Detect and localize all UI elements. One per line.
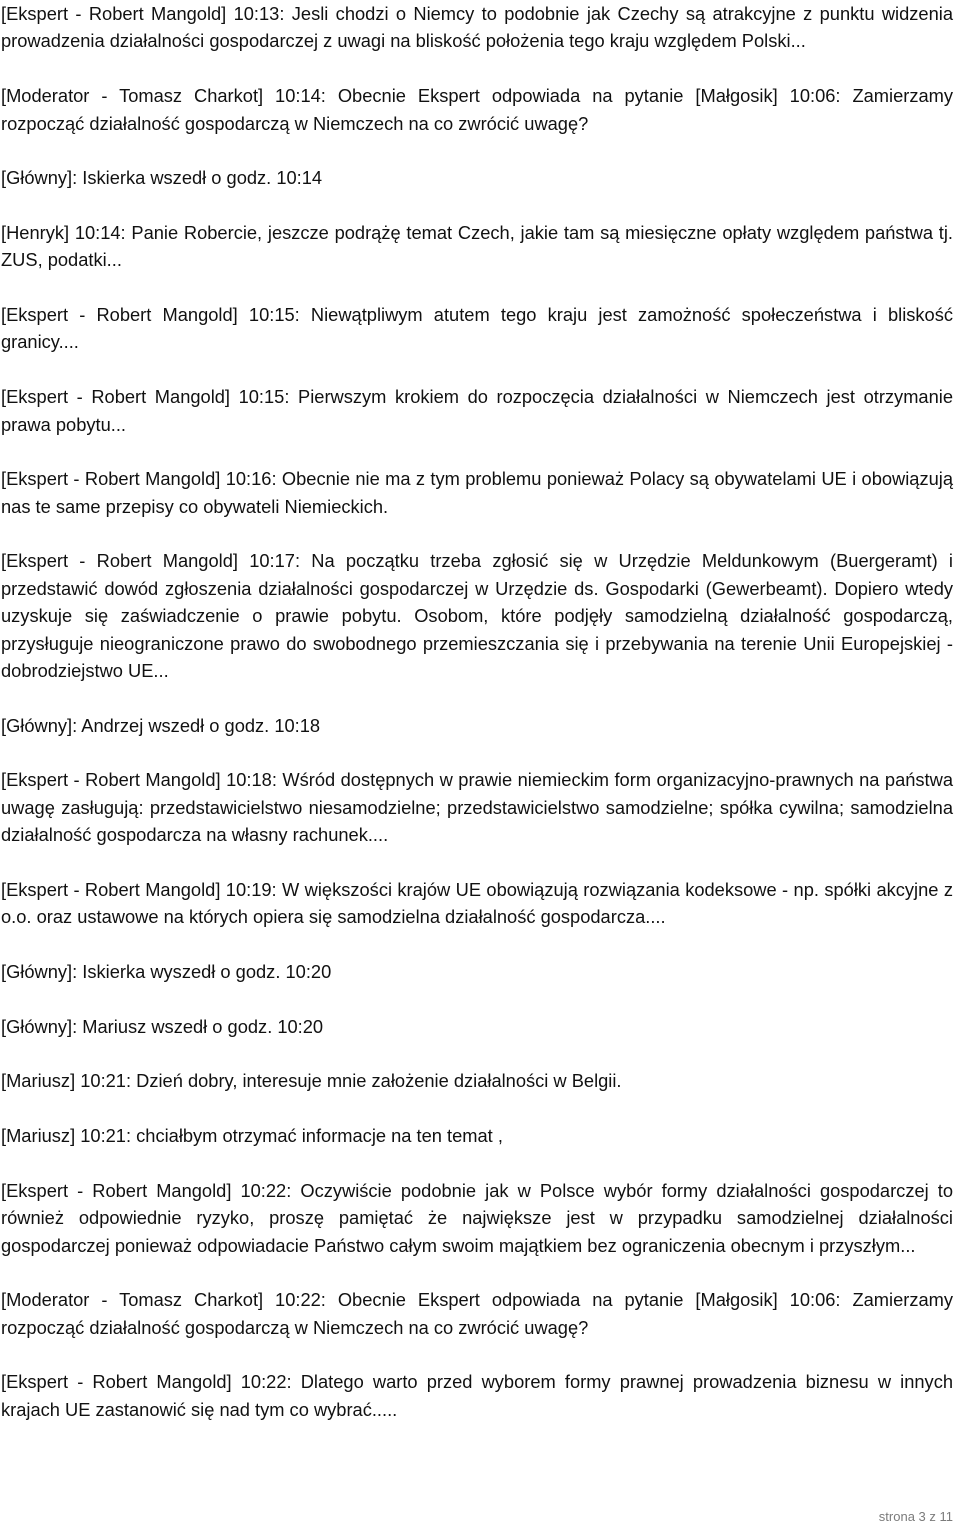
chat-entry: [Ekspert - Robert Mangold] 10:19: W większości krajów UE obowiązują rozwiązania kodeksowe - np. spółki akcyjne z o.o. oraz ustawowe na których opiera się samodzielna działalność gospodarcza.... xyxy=(1,878,953,928)
chat-entry: [Moderator - Tomasz Charkot] 10:14: Obecnie Ekspert odpowiada na pytanie [Małgosik] 10:06: Zamierzamy rozpocząć działalność gospodarczą w Niemczech na co zwrócić uwagę? xyxy=(1,85,953,134)
chat-entry: [Henryk] 10:14: Panie Robercie, jeszcze podrążę temat Czech, jakie tam są miesięczne opłaty względem państwa tj. ZUS, podatki... xyxy=(1,221,953,271)
chat-entry: [Główny]: Iskierka wyszedł o godz. 10:20 xyxy=(1,961,332,983)
chat-entry: [Ekspert - Robert Mangold] 10:22: Dlatego warto przed wyborem formy prawnej prowadzenia biznesu w innych krajach UE zastanowić się nad tym co wybrać..... xyxy=(1,1371,953,1420)
chat-transcript xyxy=(1,0,953,1423)
page-number: strona 3 z 11 xyxy=(878,1509,953,1524)
chat-entry: [Ekspert - Robert Mangold] 10:15: Pierwszym krokiem do rozpoczęcia działalności w Niemczech jest otrzymanie prawa pobytu... xyxy=(1,386,953,435)
chat-entry: [Ekspert - Robert Mangold] 10:13: Jesli chodzi o Niemcy to podobnie jak Czechy są atrakcyjne z punktu widzenia prowadzenia działalności gospodarczej z uwagi na bliskość położenia tego kraju względem Polski... xyxy=(1,3,953,52)
chat-entry: [Ekspert - Robert Mangold] 10:22: Oczywiście podobnie jak w Polsce wybór formy działalności gospodarczej to również odpowiednie ryzyko, proszę pamiętać że największe jest w przypadku samodzielnej działalności gospodarczej ponieważ odpowiadacie Państwo całym swoim majątkiem bez ograniczenia obecnym i przyszłym... xyxy=(1,1179,953,1256)
chat-entry: [Główny]: Mariusz wszedł o godz. 10:20 xyxy=(1,1015,324,1037)
chat-entry: [Mariusz] 10:21: Dzień dobry, interesuje mnie założenie działalności w Belgii. xyxy=(1,1070,622,1092)
chat-entry: [Mariusz] 10:21: chciałbym otrzymać informacje na ten temat , xyxy=(1,1125,503,1147)
chat-entry: [Ekspert - Robert Mangold] 10:17: Na początku trzeba zgłosić się w Urzędzie Meldunkowym (Buergeramt) i przedstawić dowód zgłoszenia działalności gospodarczej w Urzędzie ds. Gospodarki (Gewerbeamt). Dopiero wtedy uzyskuje się zaświadczenie o prawie pobytu. Osobom, które podjęły samodzielną działalność gospodarczą, przysługuje nieograniczone prawo do swobodnego przemieszczania się i przebywania na terenie Unii Europejskiej - dobrodziejstwo UE... xyxy=(1,550,953,681)
chat-entry: [Moderator - Tomasz Charkot] 10:22: Obecnie Ekspert odpowiada na pytanie [Małgosik] 10:06: Zamierzamy rozpocząć działalność gospodarczą w Niemczech na co zwrócić uwagę? xyxy=(1,1289,953,1338)
chat-entry: [Główny]: Andrzej wszedł o godz. 10:18 xyxy=(1,714,321,736)
chat-entry: [Główny]: Iskierka wszedł o godz. 10:14 xyxy=(1,167,323,189)
chat-entry: [Ekspert - Robert Mangold] 10:18: Wśród dostępnych w prawie niemieckim form organizacyjno-prawnych na państwa uwagę zasługują: przedstawicielstwo niesamodzielne; przedstawicielstwo samodzielne; spółka cywilna; samodzielna działalność gospodarcza na własny rachunek.... xyxy=(1,769,953,846)
chat-entry: [Ekspert - Robert Mangold] 10:15: Niewątpliwym atutem tego kraju jest zamożność społeczeństwa i bliskość granicy.... xyxy=(1,304,953,353)
chat-entry: [Ekspert - Robert Mangold] 10:16: Obecnie nie ma z tym problemu ponieważ Polacy są obywatelami UE i obowiązują nas te same przepisy co obywateli Niemieckich. xyxy=(1,468,953,517)
